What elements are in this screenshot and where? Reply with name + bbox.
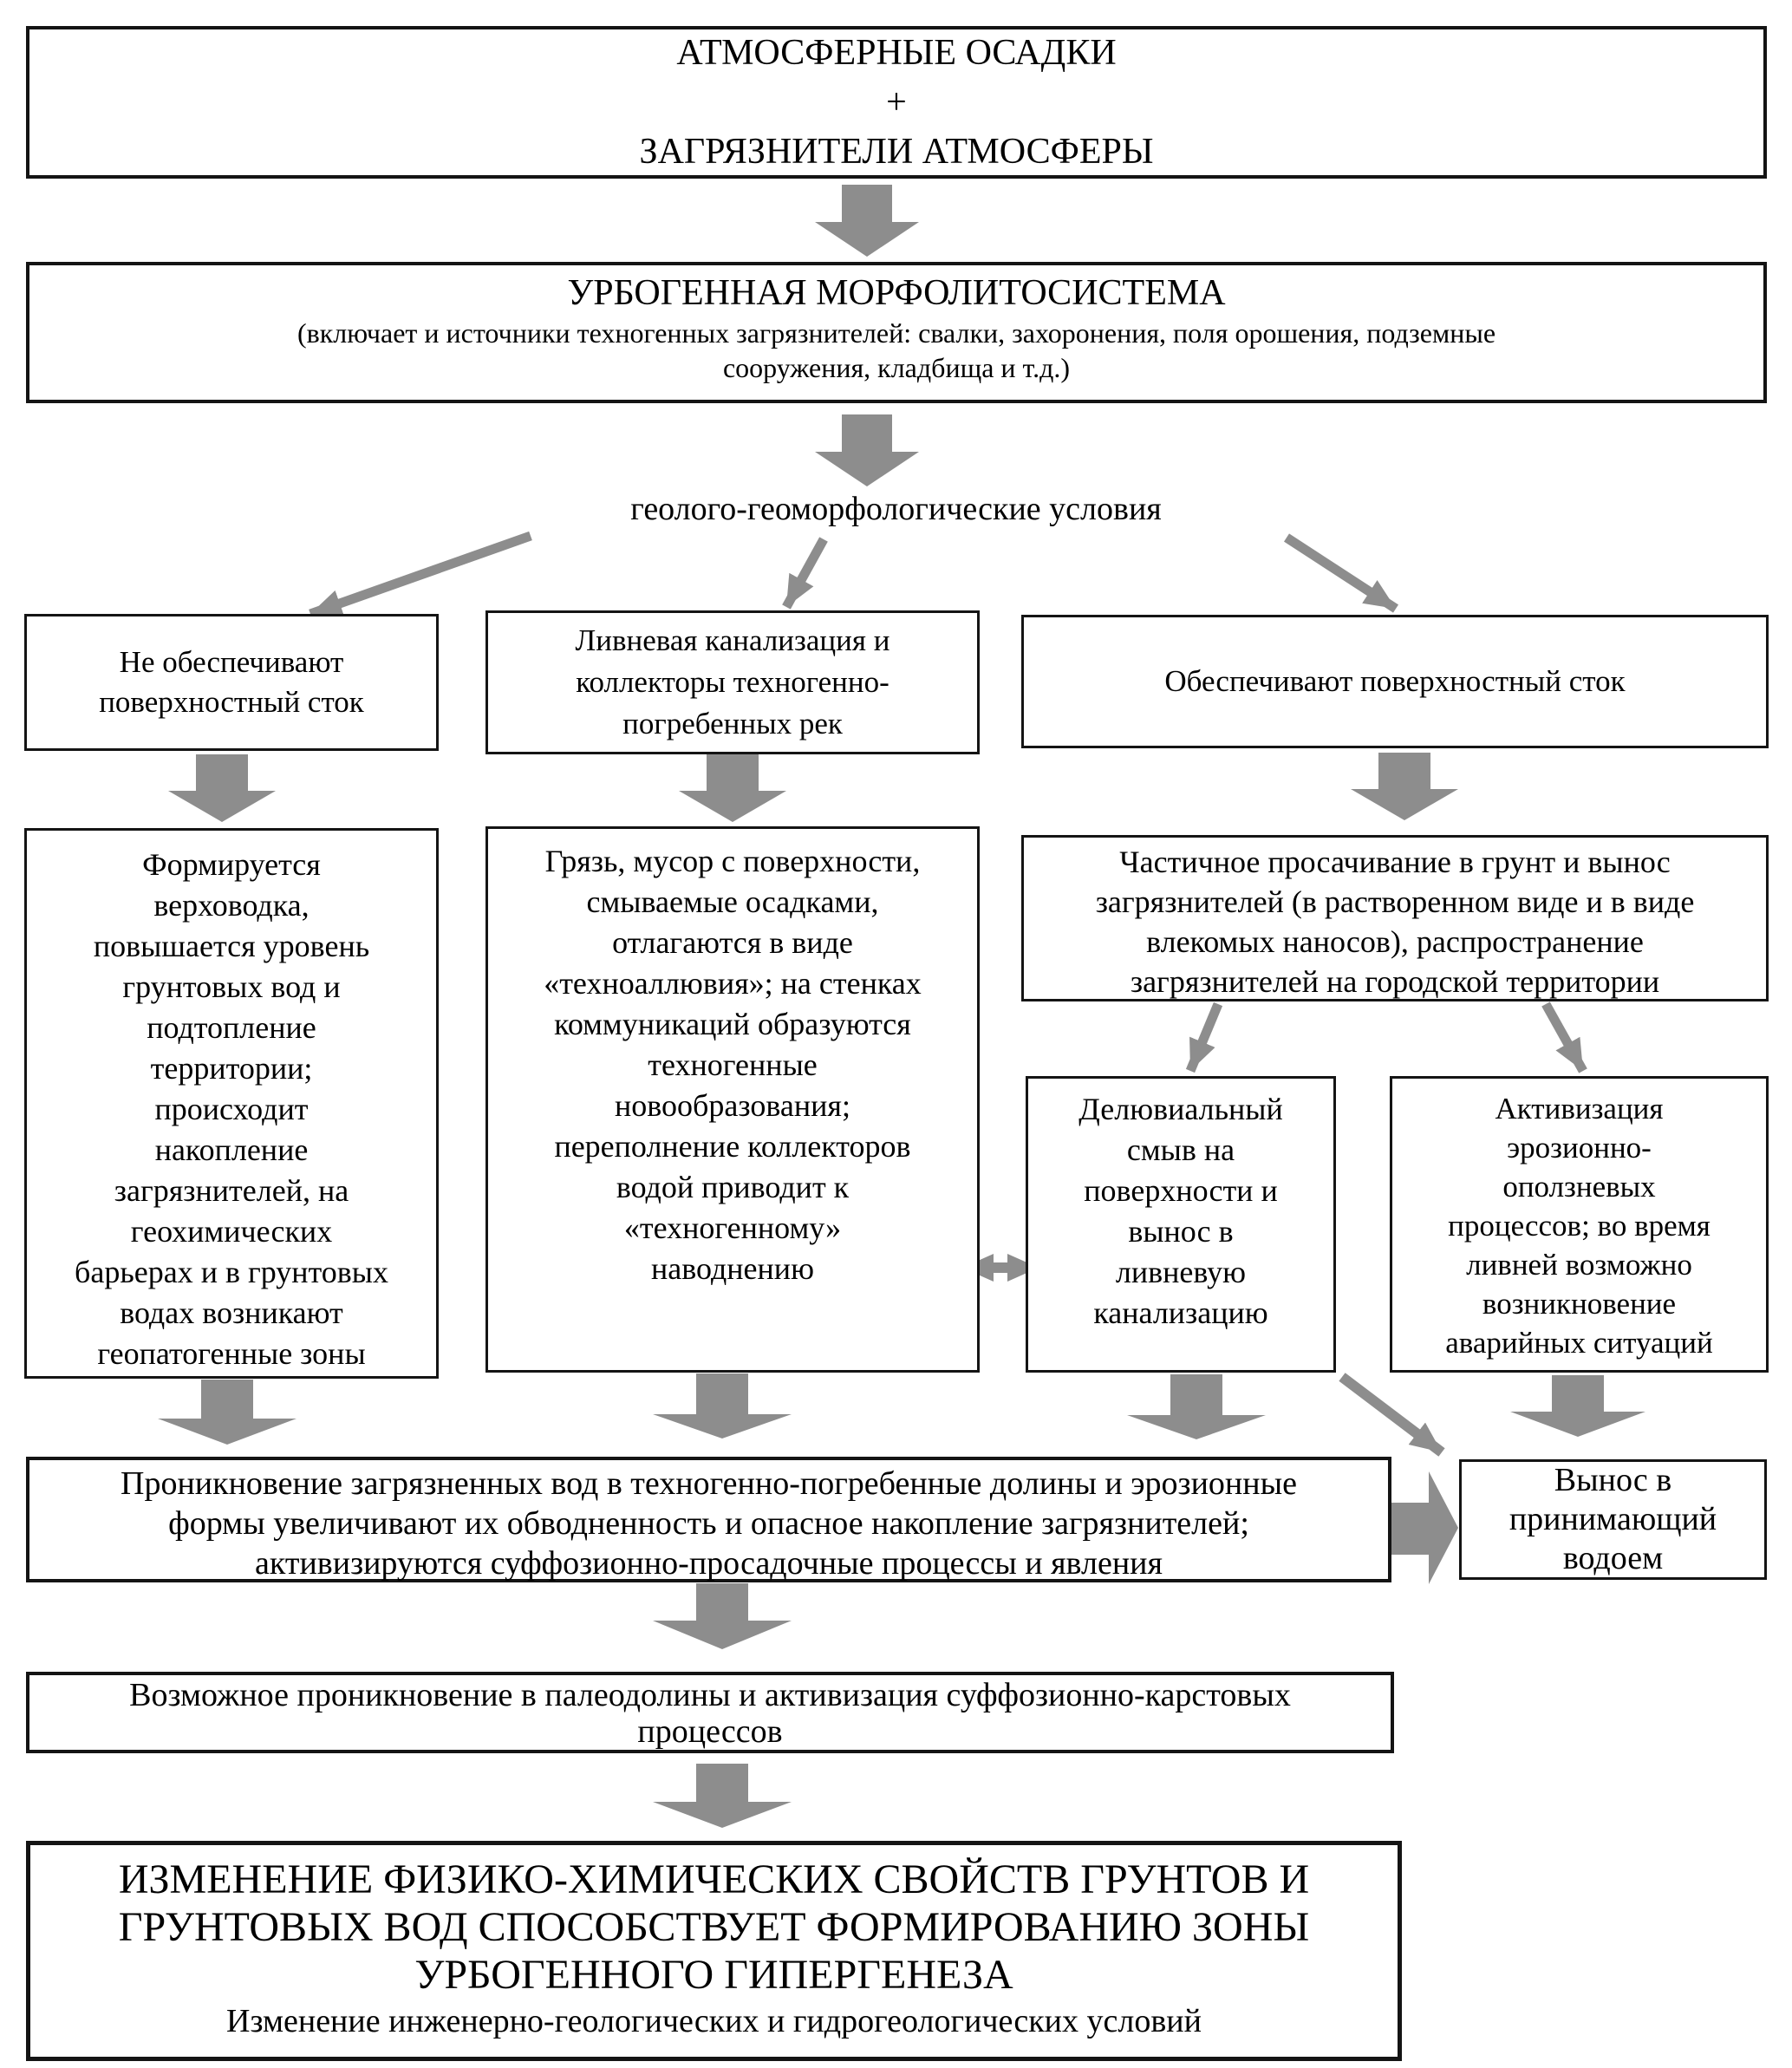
- final-caps-text: ИЗМЕНЕНИЕ ФИЗИКО-ХИМИЧЕСКИХ СВОЙСТВ ГРУНТОВ И ГРУНТОВЫХ ВОД СПОСОБСТВУЕТ ФОРМИРОВАНИЮ ЗОНЫ УРБОГЕННОГО ГИПЕРГЕНЕЗА: [118, 1856, 1310, 1998]
- box-surface-runoff: Обеспечивают поверхностный сток: [1021, 615, 1769, 748]
- down-arrow-deluvial-to-penetration: [1127, 1374, 1266, 1439]
- down-arrow-runoff: [1351, 753, 1458, 820]
- box-receiving-water-body: Вынос в принимающий водоем: [1459, 1459, 1767, 1580]
- down-arrow-erosion-to-receiving: [1510, 1375, 1645, 1437]
- box-deluvial-washout: Делювиальный смыв на поверхности и вынос в ливневую канализацию: [1026, 1076, 1336, 1373]
- down-arrow-urbo-to-geo: [815, 414, 919, 486]
- box-final-hypergenesis-zone: [26, 1841, 1402, 2061]
- box-penetration-buried-valleys: Проникновение загрязненных вод в техногенно-погребенные долины и эрозионные формы увеличивают их обводненность и опасное накопление загрязнителей; активизируются суффозионно-просадочные процессы и явления: [26, 1457, 1391, 1582]
- arrow-seepage-to-deluvial: [1190, 1004, 1218, 1071]
- arrow-geo-to-storm-sewer: [786, 539, 824, 607]
- down-arrow-atmo-to-urbo: [815, 185, 919, 257]
- box-partial-seepage: Частичное просачивание в грунт и вынос загрязнителей (в растворенном виде и в виде влекомых наносов), распространение загрязнителей на городской территории: [1021, 835, 1769, 1001]
- geo-conditions-label: геолого-геоморфологические условия: [630, 491, 1162, 527]
- down-arrow-alluvium-to-penetration: [653, 1373, 792, 1438]
- right-arrow-penetration-to-receiving: [1391, 1471, 1458, 1584]
- down-arrow-no-runoff: [168, 754, 276, 822]
- box-urban-morpholithosystem: [26, 262, 1767, 403]
- arrow-seepage-to-erosion: [1546, 1004, 1583, 1071]
- box-erosion-landslide: Активизация эрозионно- оползневых процессов; во время ливней возможно возникновение аварийных ситуаций: [1390, 1076, 1769, 1373]
- box-storm-sewer: Ливневая канализация и коллекторы техногенно- погребенных рек: [485, 610, 980, 754]
- box-techno-alluvium: Грязь, мусор с поверхности, смываемые осадками, отлагаются в виде «техноаллювия»; на стенках коммуникаций образуются техногенные новообразования; переполнение коллекторов водой приводит к «техногенному» наводнению: [485, 826, 980, 1373]
- urbo-title: УРБОГЕННАЯ МОРФОЛИТОСИСТЕМА: [567, 273, 1226, 313]
- down-arrow-paleo-to-final: [653, 1764, 792, 1828]
- down-arrow-penetration-to-paleo: [653, 1583, 792, 1649]
- urbo-subtitle: (включает и источники техногенных загрязнителей: свалки, захоронения, поля орошения, подземные сооружения, кладбища и т.д.): [296, 317, 1496, 383]
- arrow-geo-to-runoff: [1287, 538, 1396, 609]
- box-no-surface-runoff: Не обеспечивают поверхностный сток: [24, 614, 439, 751]
- final-subtitle: Изменение инженерно-геологических и гидрогеологических условий: [226, 2003, 1202, 2039]
- box-perched-water: Формируется верховодка, повышается уровень грунтовых вод и подтопление территории; происходит накопление загрязнителей, на геохимических барьерах и в грунтовых водах возникают геопатогенные зоны: [24, 828, 439, 1379]
- arrow-deluvial-to-receiving: [1342, 1377, 1442, 1452]
- box-atmospheric-precipitation: АТМОСФЕРНЫЕ ОСАДКИ + ЗАГРЯЗНИТЕЛИ АТМОСФЕРЫ: [26, 26, 1767, 179]
- down-arrow-perched-to-penetration: [158, 1380, 296, 1445]
- down-arrow-storm-sewer: [679, 754, 786, 822]
- box-paleovalleys-karst: Возможное проникновение в палеодолины и активизация суффозионно-карстовых процессов: [26, 1672, 1394, 1753]
- arrow-geo-to-no-runoff: [310, 536, 531, 614]
